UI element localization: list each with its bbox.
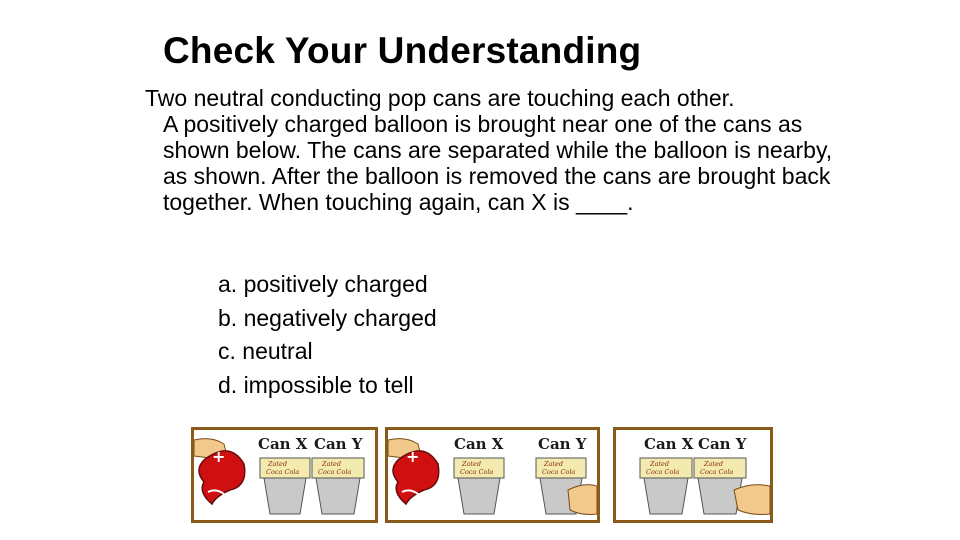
option-a: a. positively charged	[218, 271, 428, 297]
can-x-illustration	[640, 458, 692, 514]
question-first-line: Two neutral conducting pop cans are touching each other.	[145, 85, 735, 111]
svg-text:Zated: Zated	[544, 460, 564, 468]
figure-panel-3	[613, 427, 773, 523]
hand-illustration	[734, 485, 770, 515]
svg-text:Coca Cola: Coca Cola	[318, 468, 352, 476]
option-b: b. negatively charged	[218, 304, 437, 331]
panel-2-drawing	[388, 430, 597, 520]
can-x-label: Can X	[454, 435, 504, 453]
can-y-label: Can Y	[698, 435, 747, 453]
option-d: d. impossible to tell	[218, 371, 414, 398]
hand-illustration	[568, 485, 597, 515]
svg-text:Zated: Zated	[462, 460, 482, 468]
svg-text:Coca Cola: Coca Cola	[266, 468, 300, 476]
panel-3-drawing	[616, 430, 770, 520]
figure-panel-2	[385, 427, 600, 523]
panel-1-drawing	[194, 430, 375, 520]
answer-options	[218, 268, 437, 402]
can-y-label: Can Y	[538, 435, 587, 453]
question-body: A positively charged balloon is brought near one of the cans as shown below. The cans are separated while the balloon is nearby, as shown. After the balloon is removed the cans are brought back together. When touching again, can X is ____.	[163, 111, 833, 215]
svg-text:Zated: Zated	[268, 460, 288, 468]
svg-text:Zated: Zated	[704, 460, 724, 468]
can-y-label: Can Y	[314, 435, 363, 453]
plus-sign: +	[406, 447, 420, 466]
figure-panel-1	[191, 427, 378, 523]
slide-title: Check Your Understanding	[163, 30, 642, 71]
svg-text:Coca Cola: Coca Cola	[700, 468, 734, 476]
svg-text:Zated: Zated	[650, 460, 670, 468]
svg-text:Coca Cola: Coca Cola	[542, 468, 576, 476]
option-c: c. neutral	[218, 338, 313, 364]
plus-sign: +	[212, 447, 226, 466]
can-x-label: Can X	[644, 435, 694, 453]
svg-text:Coca Cola: Coca Cola	[646, 468, 680, 476]
can-x-illustration	[454, 458, 504, 514]
question-text	[145, 85, 835, 215]
can-x-label: Can X	[258, 435, 308, 453]
svg-text:Zated: Zated	[322, 460, 342, 468]
can-x-illustration	[260, 458, 310, 514]
svg-text:Coca Cola: Coca Cola	[460, 468, 494, 476]
can-y-illustration	[312, 458, 364, 514]
